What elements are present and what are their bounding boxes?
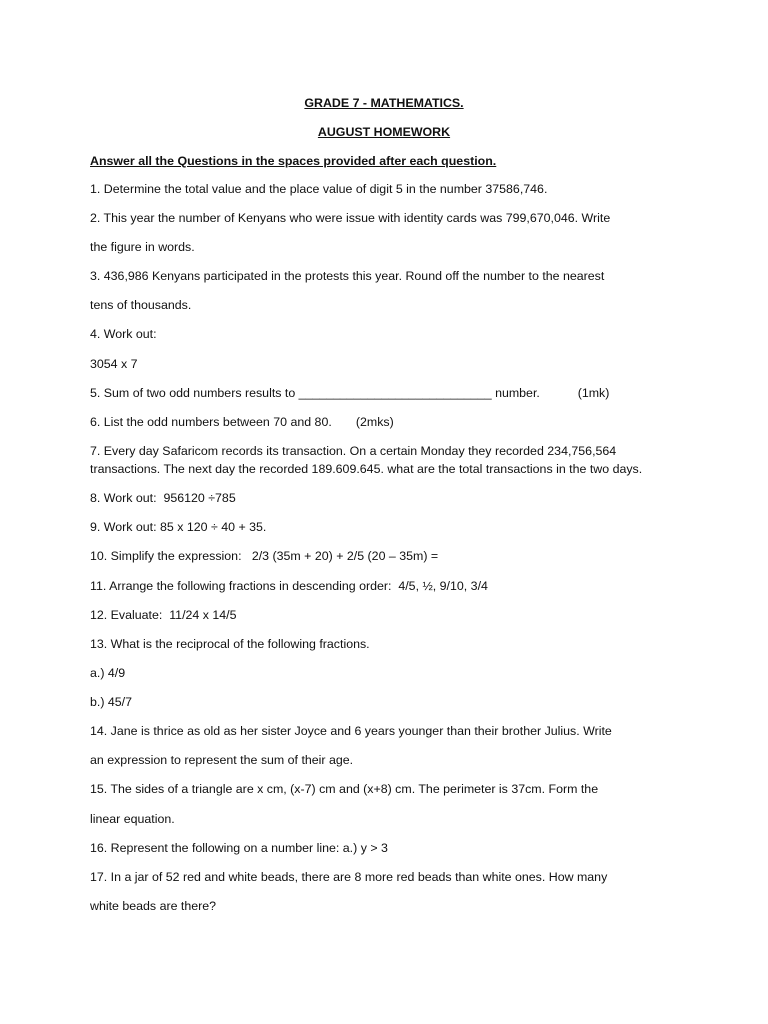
- instructions: Answer all the Questions in the spaces provided after each question.: [90, 154, 497, 168]
- question-7: 7. Every day Safaricom records its transaction. On a certain Monday they recorded 234,756,564: [90, 444, 617, 458]
- question-15-cont: linear equation.: [90, 812, 175, 826]
- question-3: 3. 436,986 Kenyans participated in the protests this year. Round off the number to the nearest: [90, 269, 605, 283]
- question-13: 13. What is the reciprocal of the following fractions.: [90, 637, 370, 651]
- question-13-b: b.) 45/7: [90, 695, 133, 709]
- question-8: 8. Work out: 956120 ÷785: [90, 491, 236, 505]
- question-4: 4. Work out:: [90, 327, 157, 341]
- question-9: 9. Work out: 85 x 120 ÷ 40 + 35.: [90, 520, 267, 534]
- question-17: 17. In a jar of 52 red and white beads, there are 8 more red beads than white ones. How many: [90, 870, 608, 884]
- page-subtitle: AUGUST HOMEWORK: [317, 125, 451, 139]
- question-1: 1. Determine the total value and the place value of digit 5 in the number 37586,746.: [90, 182, 548, 196]
- question-15: 15. The sides of a triangle are x cm, (x-7) cm and (x+8) cm. The perimeter is 37cm. Form the: [90, 782, 599, 796]
- question-12: 12. Evaluate: 11/24 x 14/5: [90, 608, 237, 622]
- question-17-cont: white beads are there?: [90, 899, 217, 913]
- question-14: 14. Jane is thrice as old as her sister Joyce and 6 years younger than their brother Julius. Write: [90, 724, 612, 738]
- question-13-a: a.) 4/9: [90, 666, 126, 680]
- page-title: GRADE 7 - MATHEMATICS.: [304, 96, 464, 110]
- question-16: 16. Represent the following on a number line: a.) y > 3: [90, 841, 388, 855]
- question-2-cont: the figure in words.: [90, 240, 195, 254]
- question-11: 11. Arrange the following fractions in descending order: 4/5, ½, 9/10, 3/4: [90, 579, 488, 593]
- question-5: 5. Sum of two odd numbers results to ____________________________ number. (1mk): [90, 386, 610, 400]
- question-7-cont: transactions. The next day the recorded 189.609.645. what are the total transactions in the two days.: [90, 462, 643, 476]
- question-3-cont: tens of thousands.: [90, 298, 192, 312]
- question-2: 2. This year the number of Kenyans who were issue with identity cards was 799,670,046. Write: [90, 211, 611, 225]
- question-4-expression: 3054 x 7: [90, 357, 138, 371]
- question-6: 6. List the odd numbers between 70 and 80. (2mks): [90, 415, 394, 429]
- question-10: 10. Simplify the expression: 2/3 (35m + 20) + 2/5 (20 – 35m) =: [90, 549, 439, 563]
- question-14-cont: an expression to represent the sum of their age.: [90, 753, 354, 767]
